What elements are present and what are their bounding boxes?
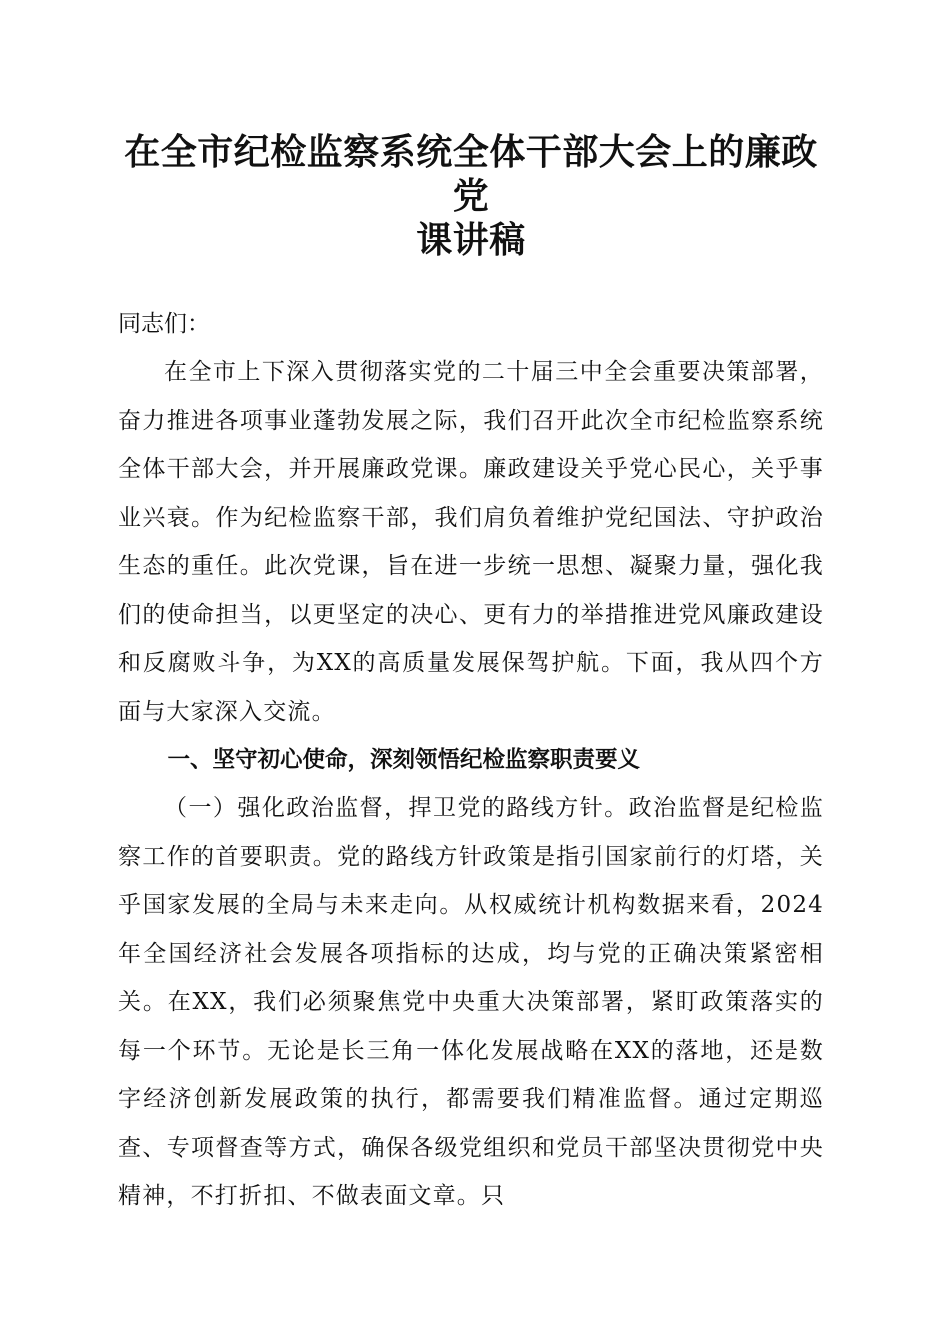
intro-paragraph: 在全市上下深入贯彻落实党的二十届三中全会重要决策部署，奋力推进各项事业蓬勃发展之际，我们召开此次全市纪检监察系统全体干部大会，并开展廉政党课。廉政建设关乎党心民心，关乎事业兴衰。作为纪检监察干部，我们肩负着维护党纪国法、守护政治生态的重任。此次党课，旨在进一步统一思想、凝聚力量，强化我们的使命担当，以更坚定的决心、更有力的举措推进党风廉政建设和反腐败斗争，为XX的高质量发展保驾护航。下面，我从四个方面与大家深入交流。 xyxy=(118,359,824,725)
section-1-heading: 一、坚守初心使命，深刻领悟纪检监察职责要义 xyxy=(167,747,641,773)
document-title-line-1: 在全市纪检监察系统全体干部大会上的廉政党 xyxy=(124,131,818,217)
document-page xyxy=(118,130,824,1221)
salutation: 同志们： xyxy=(118,311,210,337)
document-title-line-2: 课讲稿 xyxy=(416,219,526,261)
section-1-paragraph: （一）强化政治监督，捍卫党的路线方针。政治监督是纪检监察工作的首要职责。党的路线方针政策是指引国家前行的灯塔，关乎国家发展的全局与未来走向。从权威统计机构数据来看，2024年全国经济社会发展各项指标的达成，均与党的正确决策紧密相关。在XX，我们必须聚焦党中央重大决策部署，紧盯政策落实的每一个环节。无论是长三角一体化发展战略在XX的落地，还是数字经济创新发展政策的执行，都需要我们精准监督。通过定期巡查、专项督查等方式，确保各级党组织和党员干部坚决贯彻党中央精神，不打折扣、不做表面文章。只 xyxy=(118,795,824,1209)
document-title xyxy=(118,130,824,262)
